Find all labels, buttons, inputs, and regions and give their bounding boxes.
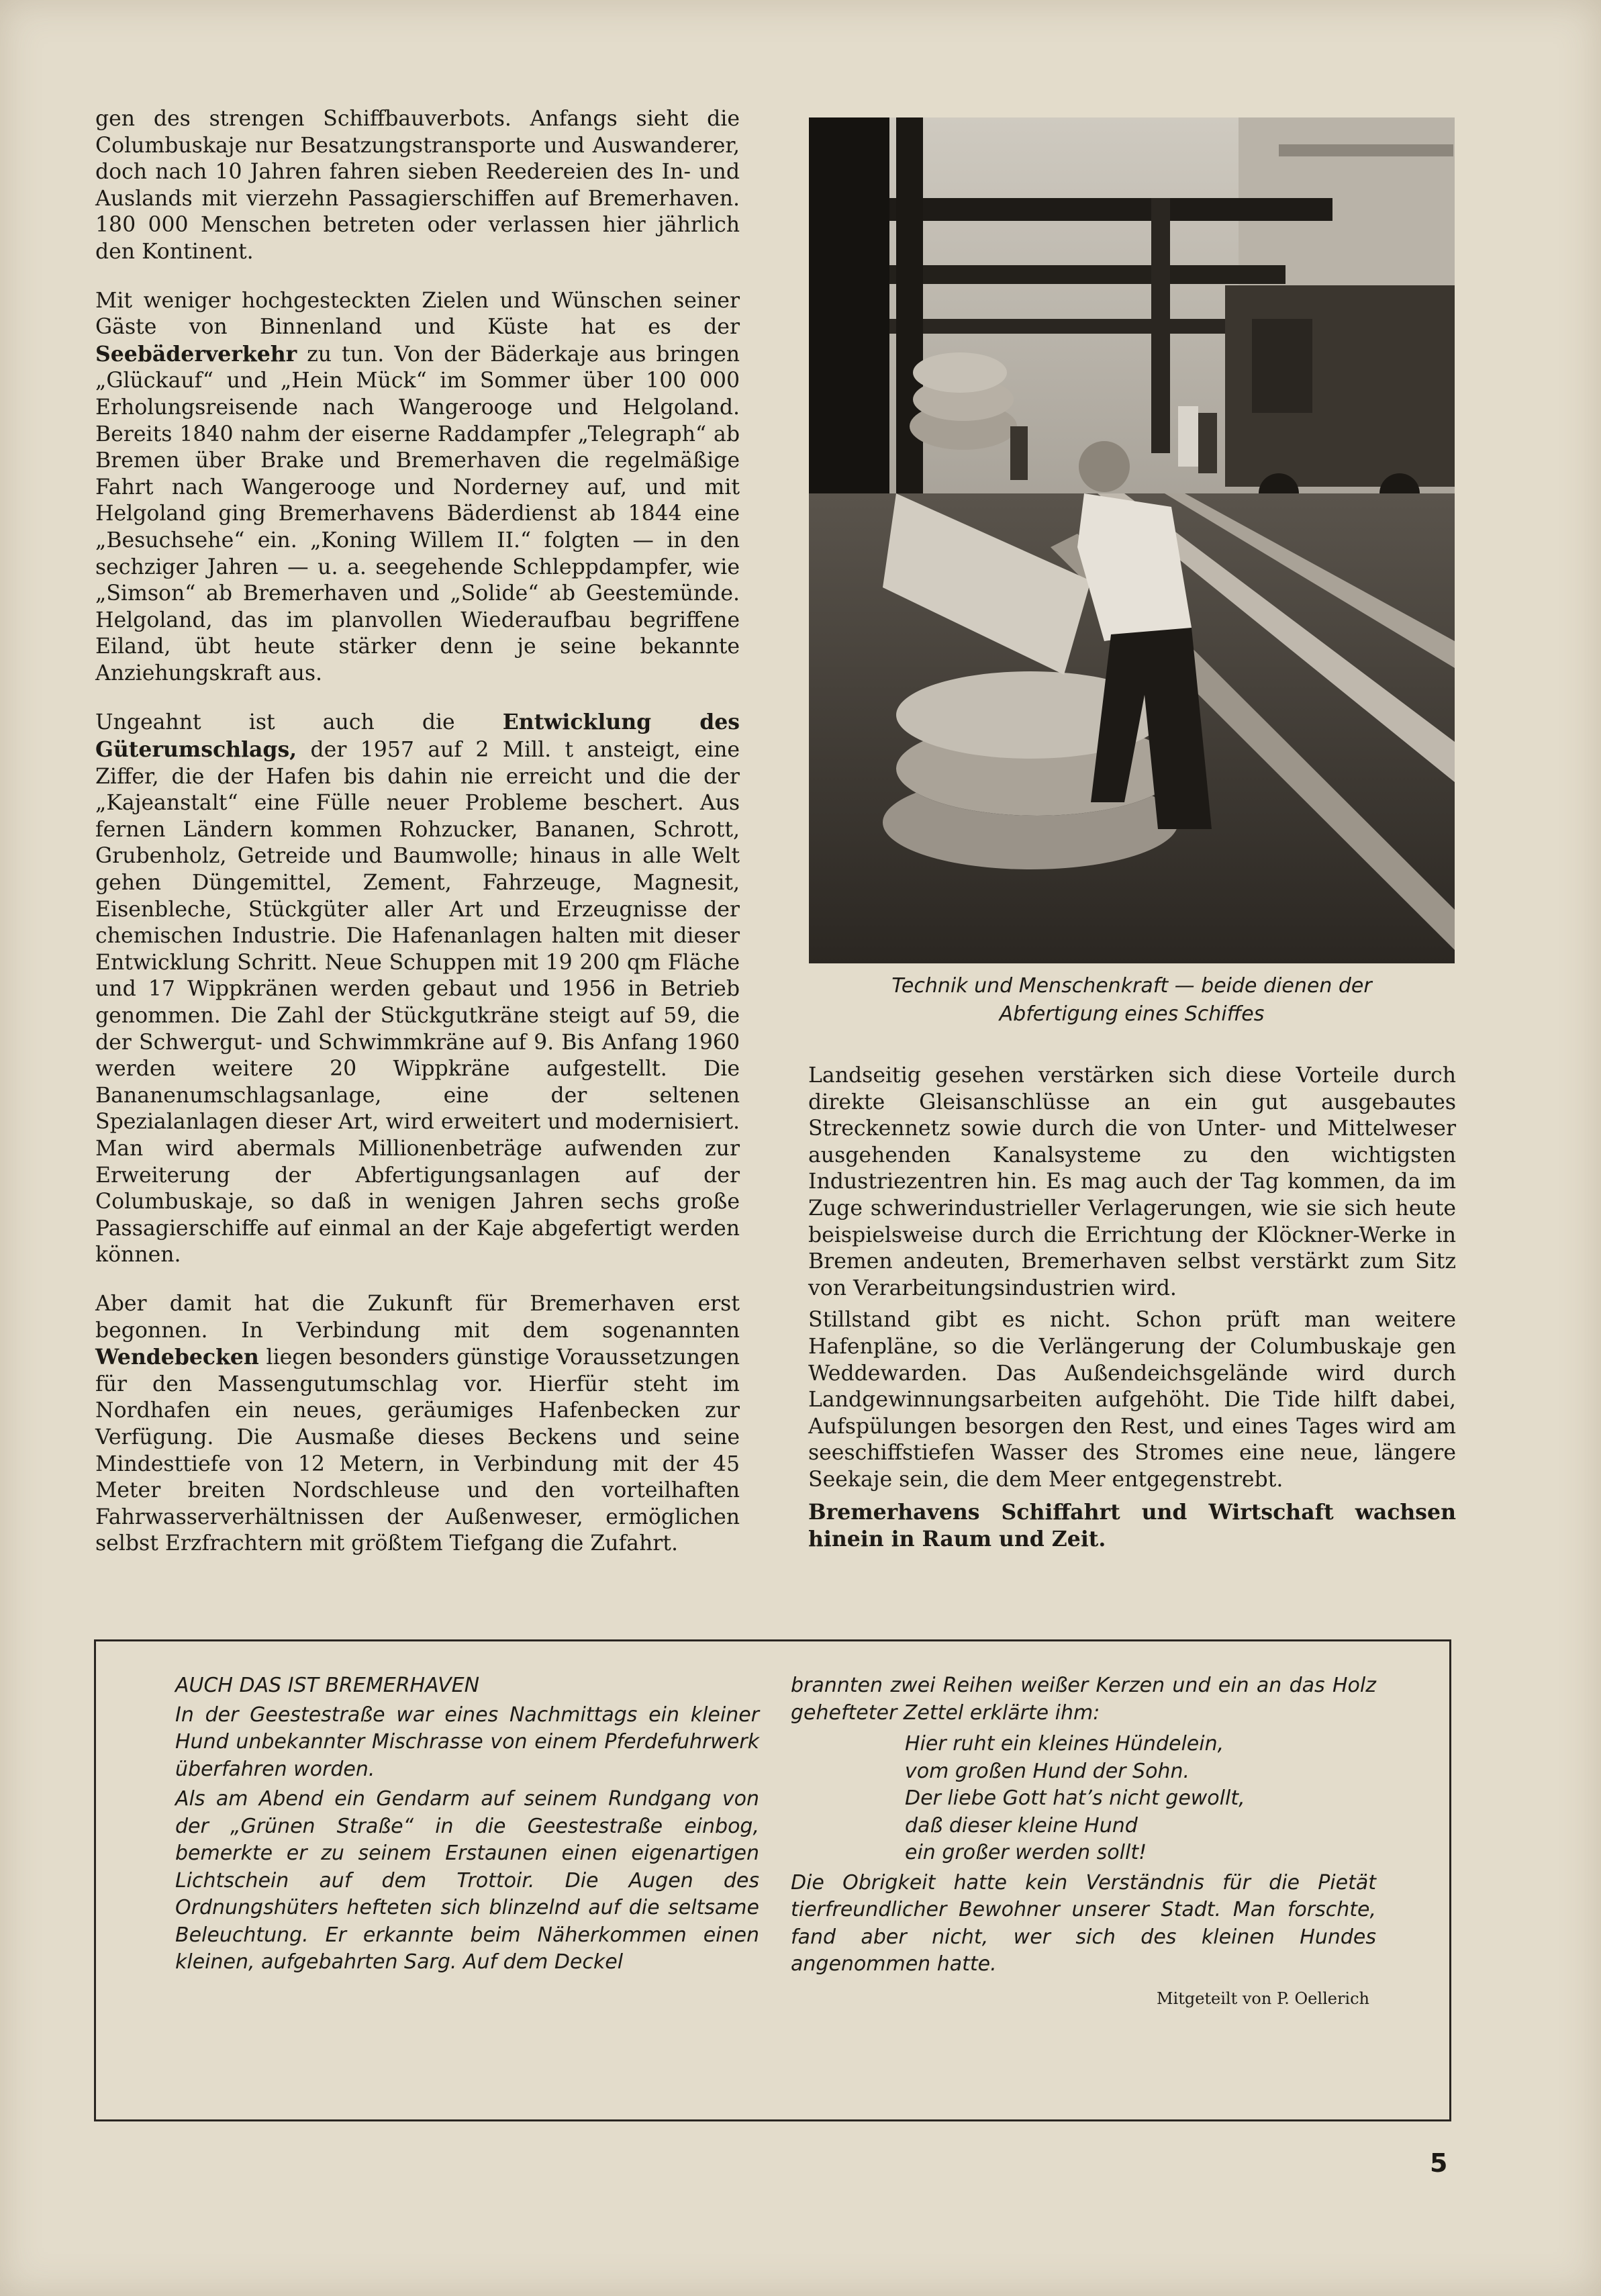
- anecdote-right-column: [791, 1672, 1376, 2012]
- anecdote-paragraph: In der Geestestraße war eines Nachmittags ein kleiner Hund unbekannter Mischrasse von einem Pferdefuhrwerk überfahren worden.: [175, 1703, 759, 1781]
- anecdote-box: [94, 1639, 1451, 2121]
- bold-keyword: Entwicklung des Güterumschlags,: [95, 710, 740, 763]
- dockworker-photo-illustration: [809, 117, 1455, 963]
- poem-line: Hier ruht ein kleines Hündelein,: [905, 1732, 1224, 1756]
- paragraph: Landseitig gesehen verstärken sich diese Vorteile durch direkte Gleisanschlüsse an ein gut ausgebautes Streckennetz sowie durch die von Unter- und Mittelweser ausgehenden Kanalsysteme zu den wichtigsten Industriezentren hin. Es mag auch der Tag kommen, da im Zuge schwerindustrieller Verlagerungen, wie sie sich heute beispielsweise durch die Errichtung der Klöckner-Werke in Bremen andeuten, Bremerhaven selbst verstärkt zum Sitz von Verarbeitungsindustrien wird.: [808, 1063, 1456, 1300]
- right-article-column: [808, 1063, 1456, 1559]
- page-number: 5: [1430, 2148, 1448, 2178]
- harbor-photo: [809, 117, 1455, 963]
- photo-caption: Technik und Menschenkraft — beide dienen der Abfertigung eines Schiffes: [891, 974, 1372, 1026]
- paragraph: Mit weniger hochgesteckten Zielen und Wünschen seiner Gäste von Binnenland und Küste hat es der Seebäderverkehr zu tun. Von der Bäderkaje aus bringen „Glückauf“ und „Hein Mück“ im Sommer über 100 000 Erholungsreisende nach Wangerooge und Helgoland. Bereits 1840 nahm der eiserne Raddampfer „Telegraph“ ab Bremen über Brake und Bremerhaven die regelmäßige Fahrt nach Wangerooge und Norderney auf, und mit Helgoland ging Bremerhavens Bäderdienst ab 1844 eine „Besuchsehe“ ein. „Koning Willem II.“ folgten — in den sechziger Jahren — u. a. seegehende Schleppdampfer, wie „Simson“ ab Bremerhaven und „Solide“ ab Geestemünde. Helgoland, das im planvollen Wiederaufbau begriffene Eiland, übt heute stärker denn je seine bekannte Anziehungskraft aus.: [95, 288, 740, 685]
- poem-line: vom großen Hund der Sohn.: [905, 1759, 1190, 1783]
- anecdote-title: AUCH DAS IST BREMERHAVEN: [175, 1674, 480, 1697]
- paragraph: Stillstand gibt es nicht. Schon prüft man weitere Hafenpläne, so die Verlängerung der Columbuskaje gen Weddewarden. Das Außendeichsgelände wird durch Landgewinnungsarbeiten aufgehöht. Die Tide hilft dabei, Aufspülungen besorgen den Rest, und eines Tages wird am seeschiffstiefen Wasser des Stromes eine neue, längere Seekaje sein, die dem Meer entgegenstrebt.: [808, 1308, 1456, 1492]
- left-article-column: [95, 106, 740, 1580]
- bold-keyword: Wendebecken: [95, 1345, 259, 1370]
- poem: [791, 1731, 1376, 1867]
- paragraph: gen des strengen Schiffbauverbots. Anfangs sieht die Columbuskaje nur Besatzungstransporte und Auswanderer, doch nach 10 Jahren fahren sieben Reedereien des In- und Auslands mit vierzehn Passagierschiffen auf Bremerhaven. 180 000 Menschen betreten oder verlassen hier jährlich den Kontinent.: [95, 107, 740, 264]
- closing-statement: Bremerhavens Schiffahrt und Wirtschaft wachsen hinein in Raum und Zeit.: [808, 1499, 1456, 1552]
- poem-line: ein großer werden sollt!: [905, 1841, 1147, 1864]
- poem-line: Der liebe Gott hat’s nicht gewollt,: [905, 1786, 1245, 1810]
- paragraph: Aber damit hat die Zukunft für Bremerhaven erst begonnen. In Verbindung mit dem sogenannten Wendebecken liegen besonders günstige Voraussetzungen für den Massengutumschlag vor. Hierfür steht im Nordhafen ein neues, geräumiges Hafenbecken zur Verfügung. Die Ausmaße dieses Beckens und seine Mindesttiefe von 12 Metern, in Verbindung mit der 45 Meter breiten Nordschleuse und den vorteilhaften Fahrwasserverhältnissen der Außenweser, ermöglichen selbst Erzfrachtern mit größtem Tiefgang die Zufahrt.: [95, 1291, 740, 1556]
- anecdote-paragraph: Als am Abend ein Gendarm auf seinem Rundgang von der „Grünen Straße“ in die Geestestraße einbog, bemerkte er zu seinem Erstaunen einen eigenartigen Lichtschein auf dem Trottoir. Die Augen des Ordnungshüters hefteten sich blinzelnd auf die seltsame Beleuchtung. Er erkannte beim Näherkommen einen kleinen, aufgebahrten Sarg. Auf dem Deckel: [175, 1787, 759, 1974]
- poem-line: daß dieser kleine Hund: [905, 1813, 1138, 1837]
- paragraph: Ungeahnt ist auch die Entwicklung des Güterumschlags, der 1957 auf 2 Mill. t ansteigt, eine Ziffer, die der Hafen bis dahin nie erreicht und die der „Kajeanstalt“ eine Fülle neuer Probleme beschert. Aus fernen Ländern kommen Rohzucker, Bananen, Schrott, Grubenholz, Getreide und Baumwolle; hinaus in alle Welt gehen Düngemittel, Zement, Fahrzeuge, Magnesit, Eisenbleche, Stückgüter aller Art und Erzeugnisse der chemischen Industrie. Die Hafenanlagen halten mit dieser Entwicklung Schritt. Neue Schuppen mit 19 200 qm Fläche und 17 Wippkränen werden gebaut und 1956 in Betrieb genommen. Die Zahl der Stückgutkräne steigt auf 59, die der Schwergut- und Schwimmkräne auf 9. Bis Anfang 1960 werden weitere 20 Wippkräne aufgestellt. Die Bananenumschlagsanlage, eine der seltenen Spezialanlagen dieser Art, wird erweitert und modernisiert. Man wird abermals Millionenbeträge aufwenden zur Erweiterung der Abfertigungsanlagen auf der Columbuskaje, so daß in wenigen Jahren sechs große Passagierschiffe auf einmal an der Kaje abgefertigt werden können.: [95, 710, 740, 1267]
- anecdote-paragraph: brannten zwei Reihen weißer Kerzen und ein an das Holz gehefteter Zettel erklärte ihm:: [791, 1674, 1376, 1725]
- anecdote-paragraph: Die Obrigkeit hatte kein Verständnis für die Pietät tierfreundlicher Bewohner unserer Stadt. Man forschte, fand aber nicht, wer sich des kleinen Hundes angenommen hatte.: [791, 1870, 1376, 1976]
- credit-line: Mitgeteilt von P. Oellerich: [1156, 1989, 1369, 2008]
- anecdote-left-column: [175, 1672, 759, 1979]
- bold-keyword: Seebäderverkehr: [95, 341, 297, 367]
